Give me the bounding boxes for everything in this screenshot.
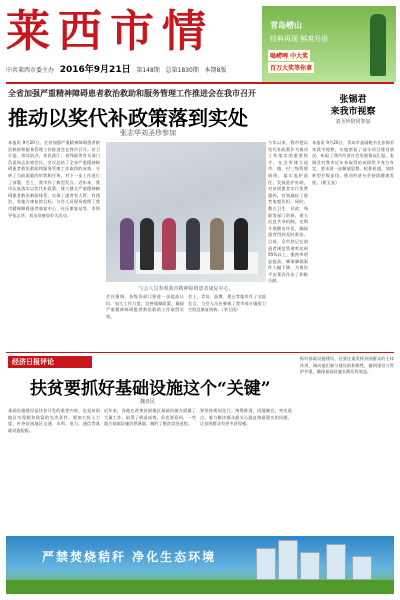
lead-photo-caption: 与会人员参观我市精神障碍患者康复中心。 bbox=[138, 286, 234, 292]
masthead-divider bbox=[6, 82, 394, 84]
lead-photo bbox=[106, 142, 266, 282]
total-issue-number: 总第1830期 bbox=[165, 67, 199, 74]
photo-person bbox=[186, 218, 200, 270]
lead-column-right: 今年以来，我市把以奖代补政策作为推动工作落实的重要抓手，在全市建立起市、镇、村三级管理网络，落实监护责任，发放监护补助，对贫困患者实行免费服药，有效减轻了患者家庭负担。同时，整合卫生、民政、残联等部门资源，建立信息共享机制，定期开展随访评估，确保患者得到及时救治。目前，全市登记在册患者规范管理率达到95%以上，服药率明显提高，肇事肇祸案件大幅下降，为建设平安莱西作出了积极贡献。 bbox=[268, 140, 308, 284]
photo-person bbox=[140, 218, 154, 270]
second-column-1: 基础设施建设是扶贫开发的重要内容，也是贫困地区实现脱贫致富的先决条件。要加大投入力度，补齐贫困地区交通、水利、电力、通信等基础设施短板。 bbox=[8, 408, 100, 433]
photo-person bbox=[120, 218, 134, 270]
grass-strip bbox=[6, 580, 394, 594]
beer-bottle-icon bbox=[370, 14, 386, 76]
second-column-2: 近年来，各地在改善贫困地区基础设施方面做了大量工作，取得了明显成效。但也要看到，一些地方基础设施仍然薄弱，制约了脱贫攻坚进程。 bbox=[104, 408, 196, 427]
issue-number: 第148期 bbox=[136, 67, 160, 74]
side-story-title-line2: 来我市视察 bbox=[330, 107, 376, 117]
building-icon bbox=[326, 544, 346, 580]
ad-promo: 喝崂啤 中大奖 bbox=[268, 50, 310, 61]
lead-column-mid-2: 会上，青岛、淄博、烟台等地市作了交流发言。与会人员还参观了我市部分镇街卫生院及康复机构。（李卫国） bbox=[188, 294, 266, 313]
second-column-3: 要坚持规划先行，统筹推进，因地制宜，突出重点，着力解决群众最关心最直接最现实的问题，让贫困群众有更多获得感。 bbox=[200, 408, 292, 427]
side-story-subtitle: 刘圣珍陪同参加 bbox=[335, 119, 371, 125]
paper-info-bar bbox=[6, 62, 306, 80]
photo-person bbox=[210, 218, 224, 270]
building-icon bbox=[300, 552, 320, 580]
beer-advertisement bbox=[262, 6, 396, 82]
lead-column-left: 本报讯 9月20日，全省加强严重精神障碍患者救治救助和服务管理工作推进会在我市召开。省卫计委、省综治办、省民政厅、省残联等有关部门负责同志出席会议。会议总结了全省严重精神障碍患者救治救助和服务管理工作取得的成效，分析了当前面临的形势和任务，对下一步工作进行了部署。会上，我市作了典型发言。近年来，我市认真落实以奖代补政策，建立健全严重精神障碍患者救治救助体系，实现了患者有人管、有钱治、有地方康复的目标。与会人员现场观摩了我市精神障碍患者康复中心、社区康复站等。市领导张志华、刘圣珍参加有关活动。 bbox=[8, 140, 100, 218]
second-headline: 扶贫要抓好基础设施这个“关键” bbox=[30, 379, 271, 399]
photo-person bbox=[234, 218, 248, 270]
ad-prize: 百万大奖等你拿 bbox=[268, 62, 314, 73]
masthead-title: 莱西市情 bbox=[6, 6, 214, 57]
section-tag: 经济日报评论 bbox=[8, 356, 92, 368]
issue-date: 2016年9月21日 bbox=[59, 65, 131, 75]
section-divider bbox=[6, 352, 394, 353]
lead-subhead: 全省加强严重精神障碍患者救治救助和服务管理工作推进会在我市召开 bbox=[8, 89, 256, 98]
ad-slogan: 经典再现 鲜爽升级 bbox=[270, 35, 329, 43]
side-story-body: 本报讯 9月20日，青岛市委副秘书长张锡君来我市视察，实地察看了部分项目建设情况，听取了我市经济社会发展情况汇报。张锡君对我市近年来取得的成绩给予充分肯定，要求进一步解放思想、抢抓机遇，加快转型升级步伐，推动经济社会持续健康发展。（崔玉亮） bbox=[312, 140, 394, 185]
building-icon bbox=[256, 548, 276, 580]
ad-brand: 青岛崂山 bbox=[270, 21, 302, 30]
masthead bbox=[6, 6, 236, 62]
banner-slogan: 严禁焚烧秸秆 净化生态环境 bbox=[42, 550, 217, 564]
environment-banner bbox=[6, 536, 394, 594]
building-icon bbox=[352, 556, 372, 580]
side-story-title-line1: 张锡君 bbox=[339, 95, 367, 105]
building-icon bbox=[278, 540, 298, 580]
lead-column-mid-1: 会议强调，各级各部门要进一步提高认识，加大工作力度，完善保障政策，确保严重精神障碍患者救治救助工作取得实效。 bbox=[106, 294, 184, 319]
lead-headline: 推动以奖代补政策落到实处 bbox=[8, 106, 248, 130]
publisher-label: 中共莱西市委主办 bbox=[6, 67, 55, 74]
second-byline: 魏亚民 bbox=[140, 399, 156, 405]
photo-person bbox=[162, 218, 176, 270]
lead-byline: 张志华刘圣珍参加 bbox=[120, 129, 176, 137]
page-count: 本期8版 bbox=[204, 67, 227, 74]
second-column-4: 抓好基础设施建设，还要注重发挥贫困群众的主体作用，调动他们参与建设的积极性，做到建设与管护并重，确保基础设施长期发挥效益。 bbox=[300, 356, 394, 375]
